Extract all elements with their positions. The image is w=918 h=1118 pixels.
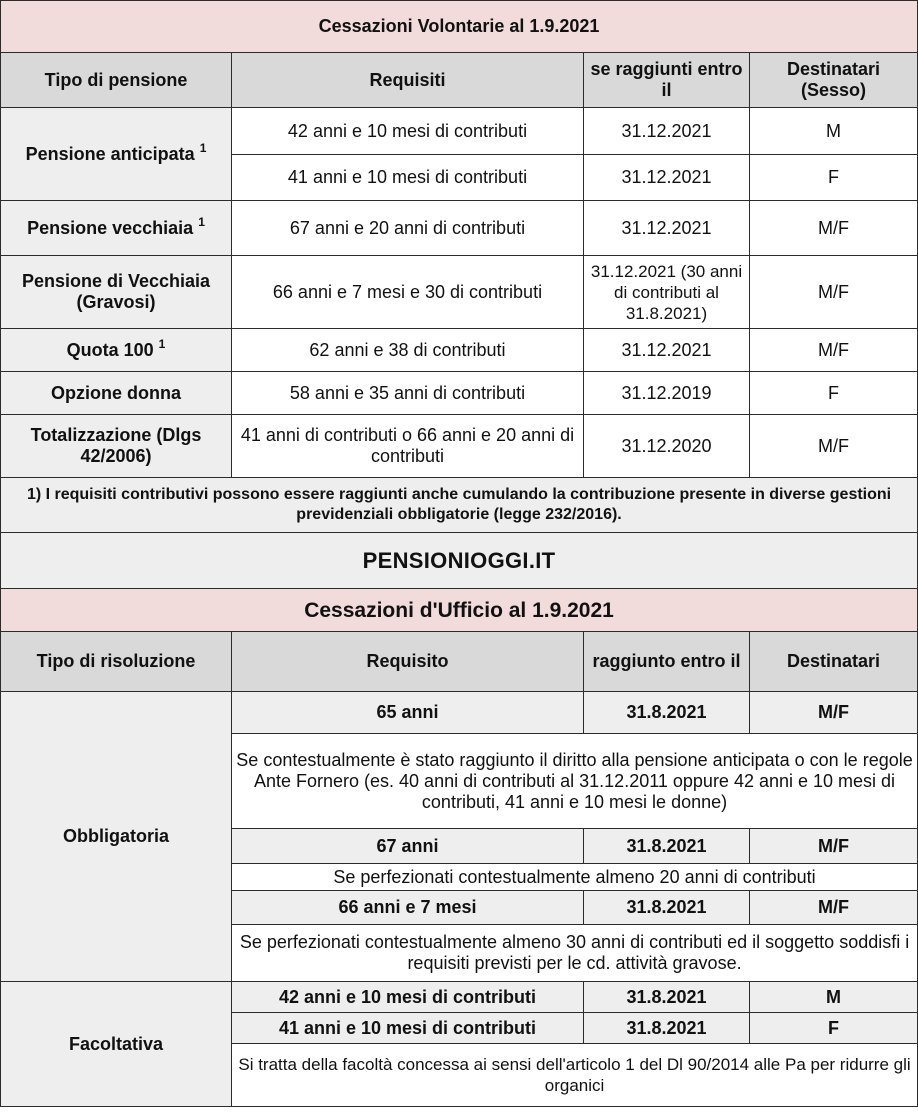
row-label-obbligatoria: Obbligatoria bbox=[1, 692, 232, 982]
section1-title: Cessazioni Volontarie al 1.9.2021 bbox=[1, 1, 918, 53]
table-row bbox=[1, 108, 918, 155]
note-cell: Se contestualmente è stato raggiunto il diritto alla pensione anticipata o con le regole Ante Fornero (es. 40 anni di contributi al 31.12.2011 oppure 42 anni e 10 mesi di contributi, 41 anni e 10 mesi le donne) bbox=[232, 734, 918, 829]
brand-label: PENSIONIOGGI.IT bbox=[1, 533, 918, 589]
row-label-totalizzazione: Totalizzazione (Dlgs 42/2006) bbox=[1, 415, 232, 478]
date-cell: 31.8.2021 bbox=[584, 891, 750, 925]
row-label-facoltativa: Facoltativa bbox=[1, 982, 232, 1107]
label-text: Quota 100 bbox=[66, 339, 154, 360]
date-cell: 31.12.2021 bbox=[584, 201, 750, 256]
label-text: Pensione anticipata bbox=[25, 143, 195, 164]
dest-cell: M/F bbox=[750, 829, 918, 864]
header-raggiunto-entro: raggiunto entro il bbox=[584, 632, 750, 692]
footnote-text: 1) I requisiti contributivi possono essere raggiunti anche cumulando la contribuzione presente in diverse gestioni previdenziali obbligatorie (legge 232/2016). bbox=[1, 478, 918, 533]
dest-cell: F bbox=[750, 155, 918, 201]
note-cell: Se perfezionati contestualmente almeno 30 anni di contributi ed il soggetto soddisfi i requisiti previsti per le cd. attività gravose. bbox=[232, 925, 918, 982]
label-text: Pensione vecchiaia bbox=[27, 217, 194, 238]
header-tipo-pensione: Tipo di pensione bbox=[1, 53, 232, 108]
dest-cell: M bbox=[750, 982, 918, 1013]
dest-cell: M/F bbox=[750, 256, 918, 329]
date-cell: 31.8.2021 bbox=[584, 692, 750, 734]
dest-cell: M/F bbox=[750, 329, 918, 372]
table-row bbox=[1, 372, 918, 415]
section1-header-row bbox=[1, 53, 918, 108]
table-row bbox=[1, 415, 918, 478]
date-cell: 31.12.2020 bbox=[584, 415, 750, 478]
note-cell: Se perfezionati contestualmente almeno 20 anni di contributi bbox=[232, 864, 918, 891]
dest-cell: M/F bbox=[750, 201, 918, 256]
header-requisiti: Requisiti bbox=[232, 53, 584, 108]
requisito-cell: 67 anni bbox=[232, 829, 584, 864]
brand-row bbox=[1, 533, 918, 589]
dest-cell: F bbox=[750, 1013, 918, 1044]
date-cell: 31.12.2021 bbox=[584, 329, 750, 372]
table-row bbox=[1, 256, 918, 329]
dest-cell: F bbox=[750, 372, 918, 415]
table-row bbox=[1, 201, 918, 256]
requisito-cell: 66 anni e 7 mesi e 30 di contributi bbox=[232, 256, 584, 329]
header-entro: se raggiunti entro il bbox=[584, 53, 750, 108]
row-label-gravosi: Pensione di Vecchiaia (Gravosi) bbox=[1, 256, 232, 329]
date-cell: 31.12.2021 (30 anni di contributi al 31.8.2021) bbox=[584, 256, 750, 329]
table-row bbox=[1, 692, 918, 734]
requisito-cell: 58 anni e 35 anni di contributi bbox=[232, 372, 584, 415]
header-requisito: Requisito bbox=[232, 632, 584, 692]
dest-cell: M/F bbox=[750, 891, 918, 925]
dest-cell: M bbox=[750, 108, 918, 155]
requisito-cell: 67 anni e 20 anni di contributi bbox=[232, 201, 584, 256]
note-cell: Si tratta della facoltà concessa ai sensi dell'articolo 1 del Dl 90/2014 alle Pa per ridurre gli organici bbox=[232, 1044, 918, 1107]
dest-cell: M/F bbox=[750, 692, 918, 734]
section2-title: Cessazioni d'Ufficio al 1.9.2021 bbox=[1, 589, 918, 632]
requisito-cell: 62 anni e 38 di contributi bbox=[232, 329, 584, 372]
date-cell: 31.12.2019 bbox=[584, 372, 750, 415]
date-cell: 31.8.2021 bbox=[584, 829, 750, 864]
requisito-cell: 41 anni e 10 mesi di contributi bbox=[232, 155, 584, 201]
row-label-vecchiaia bbox=[1, 201, 232, 256]
row-label-opzione-donna: Opzione donna bbox=[1, 372, 232, 415]
requisito-cell: 42 anni e 10 mesi di contributi bbox=[232, 108, 584, 155]
requisito-cell: 66 anni e 7 mesi bbox=[232, 891, 584, 925]
date-cell: 31.12.2021 bbox=[584, 108, 750, 155]
footnote-mark: 1 bbox=[198, 214, 205, 229]
section2-header-row bbox=[1, 632, 918, 692]
header-destinatari: Destinatari (Sesso) bbox=[750, 53, 918, 108]
row-label-anticipata bbox=[1, 108, 232, 201]
section1-title-row bbox=[1, 1, 918, 53]
footnote-mark: 1 bbox=[199, 140, 207, 155]
date-cell: 31.12.2021 bbox=[584, 155, 750, 201]
row-label-quota100 bbox=[1, 329, 232, 372]
footnote-mark: 1 bbox=[158, 336, 166, 351]
requisito-cell: 42 anni e 10 mesi di contributi bbox=[232, 982, 584, 1013]
requisito-cell: 41 anni e 10 mesi di contributi bbox=[232, 1013, 584, 1044]
date-cell: 31.8.2021 bbox=[584, 1013, 750, 1044]
date-cell: 31.8.2021 bbox=[584, 982, 750, 1013]
header-destinatari: Destinatari bbox=[750, 632, 918, 692]
section2-title-row bbox=[1, 589, 918, 632]
table-row bbox=[1, 982, 918, 1013]
requisito-cell: 65 anni bbox=[232, 692, 584, 734]
dest-cell: M/F bbox=[750, 415, 918, 478]
table-row bbox=[1, 329, 918, 372]
header-tipo-risoluzione: Tipo di risoluzione bbox=[1, 632, 232, 692]
footnote-row bbox=[1, 478, 918, 533]
requisito-cell: 41 anni di contributi o 66 anni e 20 anni di contributi bbox=[232, 415, 584, 478]
